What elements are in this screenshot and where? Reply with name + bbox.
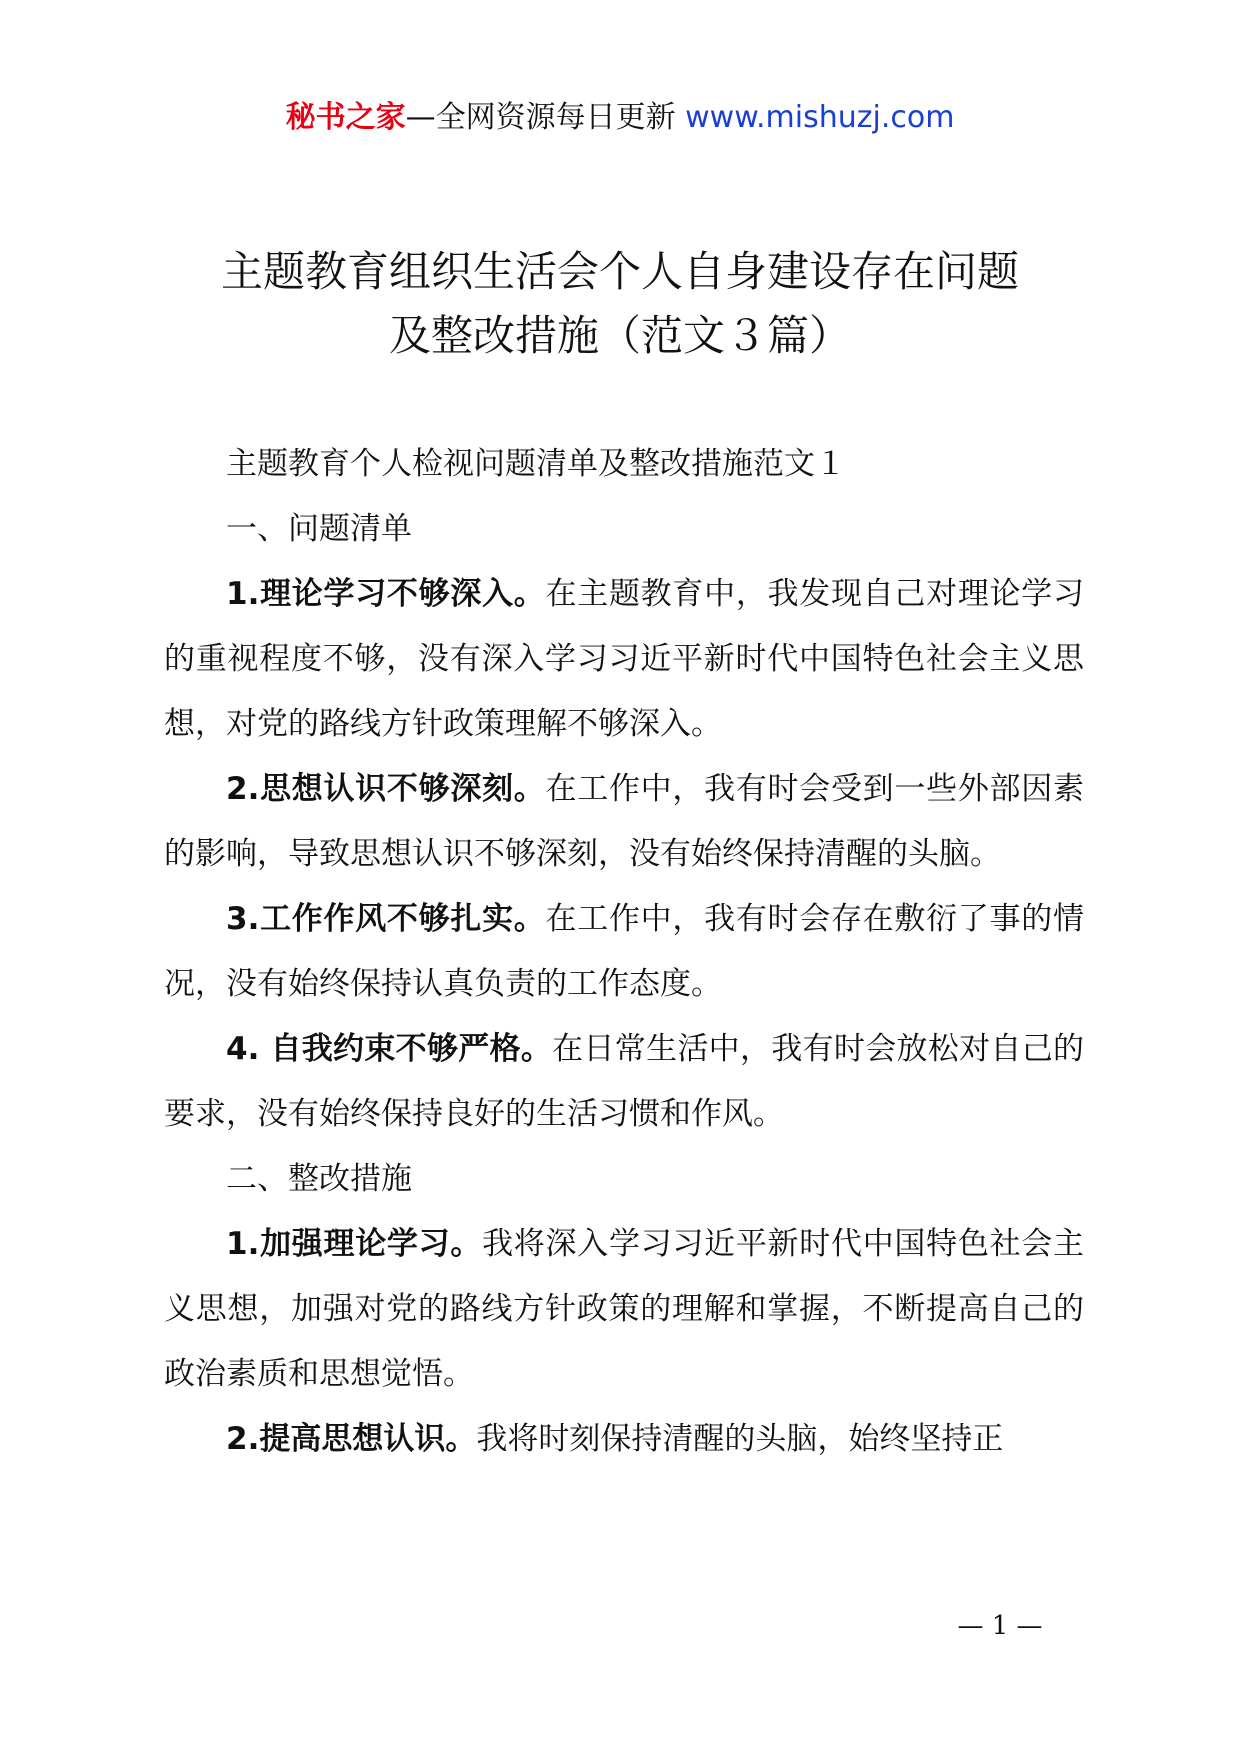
issue-item [164, 757, 1084, 887]
measure-lead: 1.加强理论学习。 [226, 1226, 483, 1262]
site-url-link[interactable]: www.mishuzj.com [685, 100, 955, 135]
issue-text: 在日常生活中，我有时会放松对自己的要求，没有始终保持良好的生活习惯和作风。 [164, 1031, 1085, 1132]
sample-subtitle: 主题教育个人检视问题清单及整改措施范文１ [226, 446, 846, 482]
site-header [0, 98, 1240, 138]
measure-lead: 2.提高思想认识。 [226, 1421, 477, 1457]
title-line-2: 及整改措施（范文３篇） [388, 311, 851, 360]
issue-text: 在工作中，我有时会受到一些外部因素的影响，导致思想认识不够深刻，没有始终保持清醒的头脑。 [164, 771, 1084, 872]
section-heading-issues: 一、问题清单 [226, 511, 412, 547]
site-slogan: —全网资源每日更新 [405, 100, 686, 135]
issue-item [164, 887, 1084, 1017]
issue-lead: 2.思想认识不够深刻。 [226, 771, 546, 807]
measure-item [164, 1212, 1084, 1407]
site-brand: 秘书之家 [285, 100, 406, 135]
section-heading-measures: 二、整改措施 [226, 1161, 412, 1197]
measure-text: 我将时刻保持清醒的头脑，始终坚持正 [476, 1421, 1004, 1457]
issue-text: 在主题教育中，我发现自己对理论学习的重视程度不够，没有深入学习习近平新时代中国特色社会主义思想，对党的路线方针政策理解不够深入。 [164, 576, 1084, 742]
issue-text: 在工作中，我有时会存在敷衍了事的情况，没有始终保持认真负责的工作态度。 [164, 901, 1084, 1002]
page-number: — 1 — [957, 1611, 1043, 1641]
issue-lead: 1.理论学习不够深入。 [226, 576, 546, 612]
document-body [164, 432, 1084, 1472]
issue-item [164, 562, 1084, 757]
issue-lead: 3.工作作风不够扎实。 [226, 901, 546, 937]
issue-lead: 4. 自我约束不够严格。 [226, 1031, 553, 1067]
document-title [0, 240, 1240, 368]
issue-item [164, 1017, 1084, 1147]
title-line-1: 主题教育组织生活会个人自身建设存在问题 [220, 247, 1019, 296]
measure-item [164, 1407, 1084, 1472]
measure-text: 我将深入学习习近平新时代中国特色社会主义思想，加强对党的路线方针政策的理解和掌握，不断提高自己的政治素质和思想觉悟。 [164, 1226, 1084, 1392]
